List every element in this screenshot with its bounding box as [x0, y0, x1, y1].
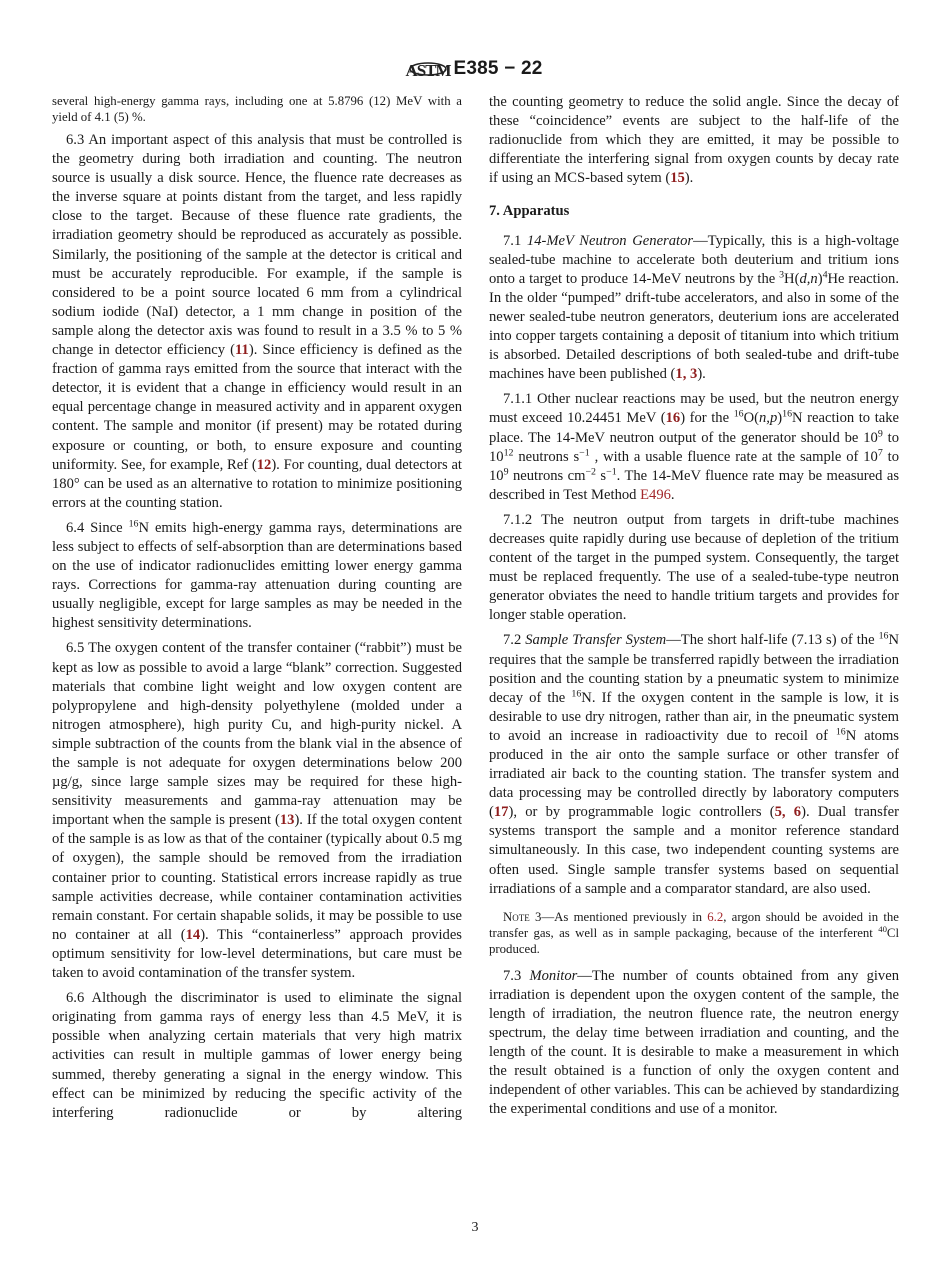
reference-link[interactable]: 12	[256, 456, 272, 473]
document-designation: E385 − 22	[453, 58, 543, 79]
superscript: −1	[579, 447, 590, 459]
italic-term: Monitor	[529, 967, 578, 984]
text-run: neutrons cm	[508, 467, 586, 484]
text-run: N requires that the sample be transferred rapidly between the irradiation position and the counting station by a pneumatic system to minimize decay of the	[489, 632, 900, 706]
cross-reference-link[interactable]: E496	[640, 486, 671, 503]
note	[489, 909, 899, 957]
text-run: N emits high-energy gamma rays, determinations are less subject to effects of self-absorption than are determinations based on the use of indicator radionuclides emitting lower energy gamma rays. Corrections for gamma-ray attenuation during counting are usually negligible, except for large samples as may be needed in the highest sensitivity determinations.	[52, 519, 462, 632]
page-number: 3	[471, 1220, 479, 1235]
superscript: 7	[877, 447, 883, 459]
text-run: ). For counting, dual detectors at 180° can be used as an alternative to rotation to minimize positioning errors at the counting station.	[52, 456, 462, 511]
text-run: neutrons s	[513, 448, 580, 465]
text-run: 7. Apparatus	[489, 203, 570, 220]
text-run: He reaction. In the older “pumped” drift-tube accelerators, and also in some of the newer sealed-tube neutron generators, deuterium ions are accelerated into copper targets containing a deposit of titanium into which tritium is absorbed. Detailed descriptions of both sealed-tube and drift-tube machines have been published (	[489, 270, 900, 383]
superscript: 12	[503, 447, 514, 459]
italic-term: d,n	[799, 270, 818, 287]
paragraph	[489, 631, 899, 898]
text-run: s	[596, 467, 607, 484]
superscript: −1	[606, 466, 617, 478]
reference-link[interactable]: 5, 6	[774, 804, 802, 821]
text-run: ) for the	[680, 410, 734, 427]
reference-link[interactable]: 15	[670, 170, 685, 187]
superscript: 40	[878, 923, 887, 934]
note-label: Note	[503, 909, 530, 924]
text-run: 7.2	[503, 632, 526, 649]
page-header	[0, 55, 950, 83]
superscript: 9	[877, 428, 883, 440]
paragraph	[52, 519, 462, 634]
text-run: ).	[697, 366, 706, 383]
paragraph	[52, 639, 462, 983]
italic-term: 14-MeV Neutron Generator	[526, 232, 694, 249]
italic-term: n,p	[759, 410, 778, 427]
superscript: 9	[503, 466, 509, 478]
right-column	[489, 93, 899, 1126]
paragraph	[489, 390, 899, 505]
reference-link[interactable]: 14	[185, 926, 201, 943]
text-run: ), or by programmable logic controllers (	[508, 804, 775, 821]
text-run: ). Dual transfer systems transport the sample and a monitor reference standard simultaneously. In this case, two independent counting systems are often used. Single sample transfer systems based on sequential irradiations of a sample and a comparator standard, are also used.	[489, 804, 899, 897]
text-run: .	[670, 486, 675, 503]
superscript: −2	[585, 466, 597, 478]
superscript: 4	[822, 269, 828, 281]
text-run: , with a usable fluence rate at the sample of 10	[589, 448, 878, 465]
superscript: 16	[128, 518, 139, 530]
text-run: . The 14-MeV fluence rate may be measured as described in Test Method	[489, 467, 899, 503]
text-run: ). If the total oxygen content of the sample is as low as that of the container (typically about 0.5 mg of oxygen), the sample should be removed from the irradiation container prior to counting. Statistical errors increase rapidly as true sample activities decrease, while container contamination activities remain constant. For certain shapable solids, it may be possible to use no container at all (	[52, 812, 462, 943]
paragraph	[489, 967, 899, 1120]
text-run: ). This “containerless” approach provides optimum sensitivity for low-level determinations, but care must be taken to avoid contamination of the transfer system.	[52, 926, 462, 982]
superscript: 16	[782, 408, 793, 420]
text-run: —The number of counts obtained from any given irradiation is dependent upon the oxygen content of the sample, the length of irradiation, the neutron fluence rate, the neutron energy spectrum, the delay time between irradiation and counting, and the length of the count. It is desirable to make a measurement in which the result obtained is a function of only the oxygen content and independent of other variables. This can be achieved by standardizing the experimental conditions and use of a monitor.	[489, 967, 899, 1118]
text-run: 7.1.1 Other nuclear reactions may be used, but the neutron energy must exceed 10.24451 MeV (	[489, 391, 899, 427]
text-run: ). Since efficiency is defined as the fraction of gamma rays emitted from the source that interact with the detector, it is evident that a change in efficiency would result in an equal percentage change in measured activity and in apparent oxygen content. The sample and monitor (if present) may be rotated during exposure or counting, or both, to ensure exposure and counting uniformity. See, for example, Ref (	[52, 342, 462, 473]
text-run: several high-energy gamma rays, including one at 5.8796 (12) MeV with a yield of 4.1 (5) %.	[52, 94, 462, 124]
reference-link[interactable]: 11	[235, 342, 249, 359]
paragraph	[52, 93, 462, 125]
superscript: 16	[571, 688, 582, 700]
text-run: 6.5 The oxygen content of the transfer container (“rabbit”) must be kept as low as possible to avoid a large “blank” correction. Suggested materials that combine light weight and low oxygen content are polypropylene and high-density polyethylene (molded under a nitrogen atmosphere), high purity Cu, and high-purity nickel. A simple subtraction of the counts from the blank vial in the absence of the sample is not adequate for oxygen determinations below 200 µg/g, since large sample sizes may be required for these high-sensitivity measurements and gamma-ray attenuation may be important when the sample is present (	[52, 640, 462, 829]
left-column	[52, 93, 462, 1129]
reference-link[interactable]: 1, 3	[675, 366, 698, 383]
text-run: O(	[743, 410, 759, 427]
text-run: )	[777, 410, 783, 427]
text-run: Cl produced.	[489, 925, 899, 956]
astm-logo-icon	[404, 55, 451, 83]
svg-text:ASTM: ASTM	[404, 61, 451, 80]
paragraph	[52, 989, 462, 1123]
reference-link[interactable]: 13	[279, 812, 295, 829]
text-run: 7.1	[503, 232, 527, 249]
text-run: N atoms produced in the air onto the sample surface or other transfer of irradiated air back to the counting station. The transfer system and data processing may be controlled directly by laboratory computers (	[489, 727, 899, 821]
text-run: N. If the oxygen content in the sample is low, it is desirable to use dry nitrogen, rather than air, in the pneumatic system to avoid an increase in radioactivity due to recoil of	[489, 689, 899, 744]
cross-reference-link[interactable]: 6.2	[707, 909, 724, 924]
paragraph	[489, 93, 899, 188]
superscript: 16	[835, 726, 846, 738]
text-run: ).	[684, 170, 694, 187]
text-run: 6.3 An important aspect of this analysis that must be controlled is the geometry during both irradiation and counting. The neutron source is usually a disk source. Hence, the fluence rate decreases as the inverse square at points distant from the target, and less rapidly close to the target. Because of these fluence rate gradients, the irradiation geometry should be reproduced as accurately as possible. Similarly, the positioning of the sample at the detector is critical and must be accurately reproducible. For example, if the sample is considered to be a point source located 6 mm from a cylindrical sodium iodide (NaI) detector, a 1 mm change in position of the sample along the detector axis was found to result in a 3.5 % to 5 % change in detector efficiency (	[52, 132, 462, 359]
paragraph	[489, 511, 899, 626]
text-run: 6.6 Although the discriminator is used to eliminate the signal originating from gamma rays of energy less than 4.5 MeV, it is possible when analyzing certain materials that very high matrix activities can result in multiple gammas of lower energy being summed, thereby generating a signal in the energy window. This effect can be minimized by reducing the specific activity of the interfering radionuclide or by altering	[52, 990, 462, 1121]
superscript: 16	[733, 408, 744, 420]
reference-link[interactable]: 16	[665, 410, 681, 427]
reference-link[interactable]: 17	[493, 804, 509, 821]
text-run: to 10	[489, 448, 899, 484]
text-run: 6.4 Since	[66, 519, 129, 536]
text-run: )	[817, 270, 823, 287]
text-run: , argon should be avoided in the transfer gas, as well as in sample packaging, because of the interferent	[489, 909, 899, 940]
text-run: —The short half-life (7.13 s) of the	[666, 632, 879, 649]
paragraph	[489, 232, 899, 385]
italic-term: Sample Transfer System	[525, 632, 667, 649]
superscript: 16	[878, 630, 889, 642]
text-run: —Typically, this is a high-voltage sealed-tube machine to accelerate both deuterium and tritium ions onto a target to produce 14-MeV neutrons by the	[489, 232, 899, 287]
text-run: 3—As mentioned previously in	[529, 909, 708, 924]
paragraph	[52, 131, 462, 513]
text-run: H(	[784, 270, 800, 287]
text-run: 7.1.2 The neutron output from targets in drift-tube machines decreases quite rapidly during use because of depletion of the tritium content of the target in the pumped system. Consequently, the target must be replaced frequently. The use of a sealed-tube-type neutron generator obviates the need to handle tritium targets and provides for longer stable operation.	[489, 511, 899, 624]
superscript: 3	[779, 269, 785, 281]
text-run: 7.3	[503, 967, 530, 984]
text-run: to 10	[489, 429, 900, 465]
text-run: N reaction to take place. The 14-MeV neutron output of the generator should be 10	[489, 410, 900, 446]
text-run: the counting geometry to reduce the solid angle. Since the decay of these “coincidence” events are subject to the half-life of the radionuclide from which they are emitted, it may be possible to differentiate the interfering signal from oxygen counts by decay rate if using an MCS-based sytem (	[489, 94, 899, 187]
section-heading	[489, 202, 899, 221]
